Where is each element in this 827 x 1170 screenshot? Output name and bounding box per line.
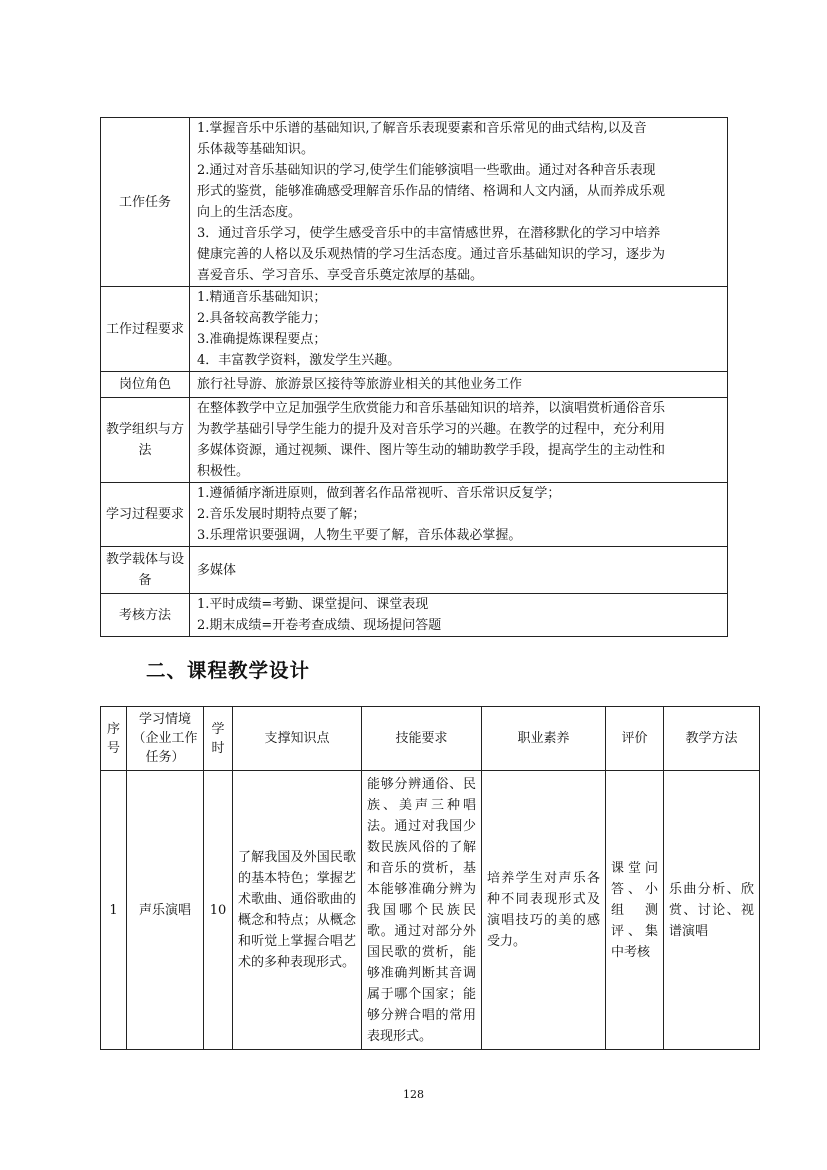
info-line: 健康完善的人格以及乐观热情的学习生活态度。通过音乐基础知识的学习，逐步为 — [197, 247, 666, 262]
info-line: 2.具备较高教学能力； — [197, 311, 327, 326]
info-line: 1.遵循循序渐进原则，做到著名作品常视听、音乐常识反复学； — [197, 486, 561, 501]
info-row-teaching-equipment — [101, 547, 728, 594]
info-line: 乐体裁等基础知识。 — [197, 142, 315, 157]
course-info-table — [100, 117, 728, 637]
info-content — [190, 398, 728, 483]
section-heading: 二、课程教学设计 — [146, 659, 311, 682]
header-cell: 学时 — [204, 707, 233, 771]
info-label: 工作过程要求 — [101, 287, 190, 372]
design-header-row — [101, 707, 760, 771]
info-label: 工作任务 — [101, 118, 190, 287]
evaluation-text: 课堂问答、小组测评、集中考核 — [611, 860, 658, 960]
info-line: 3.乐理常识要强调，人物生平要了解，音乐体裁必掌握。 — [197, 528, 522, 543]
info-row-teaching-organization — [101, 398, 728, 483]
info-line: 2.期末成绩=开卷考查成绩、现场提问答题 — [197, 618, 442, 633]
skills-text: 能够分辨通俗、民族、美声三种唱法。通过对我国少数民族风俗的了解和音乐的赏析，基本能够准确分辨为我国哪个民族民歌。通过对部分外国民歌的赏析，能够准确判断其音调属于哪个国家；能够分辨合唱的常用表现形式。 — [367, 776, 476, 1044]
knowledge-points — [233, 771, 362, 1050]
page-number: 128 — [403, 1088, 424, 1101]
skill-requirements — [362, 771, 482, 1050]
evaluation — [606, 771, 664, 1050]
info-content — [190, 594, 728, 637]
method-text: 乐曲分析、欣赏、讨论、视谱演唱 — [669, 881, 754, 939]
info-line: 2.通过对音乐基础知识的学习,使学生们能够演唱一些歌曲。通过对各种音乐表现 — [197, 163, 656, 178]
info-line: 旅行社导游、旅游景区接待等旅游业相关的其他业务工作 — [197, 377, 523, 392]
info-line: 1.精通音乐基础知识； — [197, 290, 327, 305]
info-line: 多媒体 — [197, 562, 237, 578]
info-line: 3．通过音乐学习，使学生感受音乐中的丰富情感世界，在潜移默化的学习中培养 — [197, 226, 661, 241]
learning-situation: 声乐演唱 — [127, 771, 204, 1050]
info-row-job-role — [101, 372, 728, 398]
header-cell: 学习情境（企业工作任务） — [127, 707, 204, 771]
info-label: 岗位角色 — [101, 372, 190, 398]
info-line: 1.平时成绩=考勤、课堂提问、课堂表现 — [197, 597, 429, 612]
info-line: 多媒体资源，通过视频、课件、图片等生动的辅助教学手段，提高学生的主动性和 — [197, 443, 666, 458]
header-cell: 支撑知识点 — [233, 707, 362, 771]
knowledge-text: 了解我国及外国民歌的基本特色；掌握艺术歌曲、通俗歌曲的概念和特点；从概念和听觉上掌握合唱艺术的多种表现形式。 — [238, 850, 356, 970]
class-hours: 10 — [204, 771, 233, 1050]
info-content — [190, 483, 728, 547]
info-line: 向上的生活态度。 — [197, 205, 302, 220]
info-line: 为教学基础引导学生能力的提升及对音乐学习的兴趣。在教学的过程中，充分利用 — [197, 422, 666, 437]
info-line: 2.音乐发展时期特点要了解； — [197, 507, 366, 522]
info-line: 喜爱音乐、学习音乐、享受音乐奠定浓厚的基础。 — [197, 268, 484, 283]
info-line: 形式的鉴赏，能够准确感受理解音乐作品的情绪、格调和人文内涵，从而养成乐观 — [197, 184, 666, 199]
literacy-text: 培养学生对声乐各种不同表现形式及演唱技巧的美的感受力。 — [487, 871, 600, 949]
header-cell: 技能要求 — [362, 707, 482, 771]
info-row-learning-requirements — [101, 483, 728, 547]
info-line: 在整体教学中立足加强学生欣赏能力和音乐基础知识的培养，以演唱赏析通俗音乐 — [197, 401, 666, 416]
header-cell: 职业素养 — [482, 707, 606, 771]
row-number: 1 — [101, 771, 127, 1050]
professional-literacy — [482, 771, 606, 1050]
info-content — [190, 372, 728, 398]
info-row-process-requirements — [101, 287, 728, 372]
table-row — [101, 771, 760, 1050]
teaching-method — [664, 771, 760, 1050]
info-line: 4．丰富教学资料，激发学生兴趣。 — [197, 353, 401, 368]
header-cell: 教学方法 — [664, 707, 760, 771]
info-line: 积极性。 — [197, 464, 250, 479]
info-label: 教学载体与设备 — [101, 547, 190, 594]
course-design-table — [100, 706, 760, 1050]
header-cell: 序号 — [101, 707, 127, 771]
info-line: 1.掌握音乐中乐谱的基础知识,了解音乐表现要素和音乐常见的曲式结构,以及音 — [197, 121, 647, 136]
info-content — [190, 287, 728, 372]
info-row-assessment — [101, 594, 728, 637]
info-label: 教学组织与方法 — [101, 398, 190, 483]
header-cell: 评价 — [606, 707, 664, 771]
info-content — [190, 547, 728, 594]
info-label: 考核方法 — [101, 594, 190, 637]
info-label: 学习过程要求 — [101, 483, 190, 547]
info-content — [190, 118, 728, 287]
info-row-work-task — [101, 118, 728, 287]
info-line: 3.准确提炼课程要点； — [197, 332, 327, 347]
